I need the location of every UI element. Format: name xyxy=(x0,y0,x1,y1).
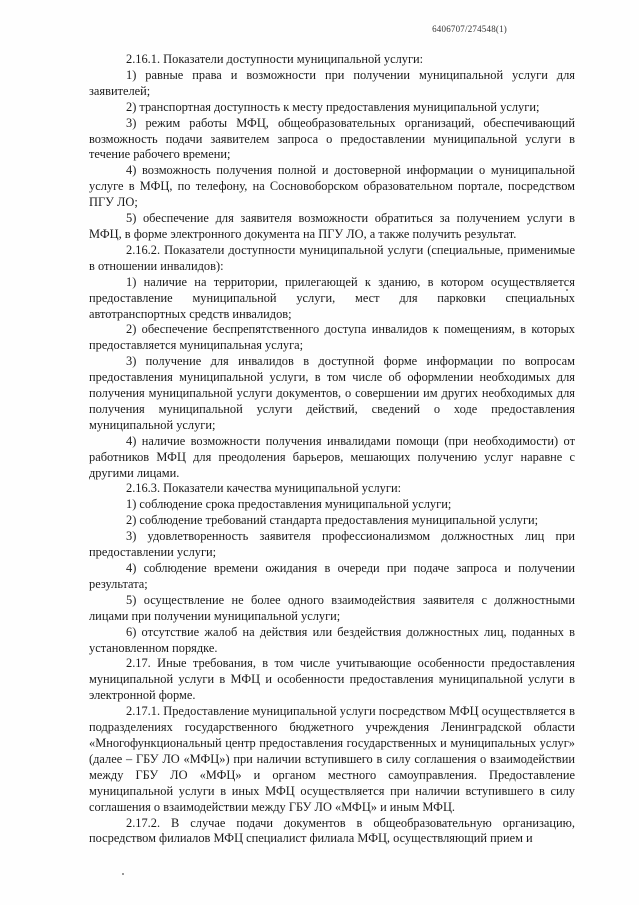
paragraph: 3) получение для инвалидов в доступной форме информации по вопросам предоставления муниципальной услуги, в том числе об оформлении необходимых для получения муниципальной услуги документов, о совершении им других необходимых для получения муниципальной услуги действий, сведений о ходе предоставления муниципальной услуги; xyxy=(89,354,575,432)
paragraph: 5) осуществление не более одного взаимодействия заявителя с должностными лицами при получении муниципальной услуги; xyxy=(89,592,575,623)
paragraph: 2) транспортная доступность к месту предоставления муниципальной услуги; xyxy=(126,99,540,114)
paragraph: 2.17.1. Предоставление муниципальной услуги посредством МФЦ осуществляется в подразделениях государственного бюджетного учреждения Ленинградской области «Многофункциональный центр предоставления государственных и муниципальных услуг» (далее – ГБУ ЛО «МФЦ») при наличии вступившего в силу соглашения о взаимодействии между ГБУ ЛО «МФЦ» и органом местного самоуправления. Предоставление муниципальной услуги в иных МФЦ осуществляется при наличии вступившего в силу соглашения о взаимодействии между ГБУ ЛО «МФЦ» и иным МФЦ. xyxy=(89,704,575,814)
paragraph: 4) наличие возможности получения инвалидами помощи (при необходимости) от работников МФЦ для преодоления барьеров, мешающих получению услуг наравне с другими лицами. xyxy=(89,433,575,480)
paragraph: 2.16.2. Показатели доступности муниципальной услуги (специальные, применимые в отношении инвалидов): xyxy=(89,242,575,273)
paragraph: 3) удовлетворенность заявителя профессионализмом должностных лиц при предоставлении услуги; xyxy=(89,529,575,560)
paragraph: 5) обеспечение для заявителя возможности обратиться за получением услуги в МФЦ, в форме электронного документа на ПГУ ЛО, а также получить результат. xyxy=(89,211,575,241)
document-body xyxy=(89,52,575,847)
paragraph: 2) соблюдение требований стандарта предоставления муниципальной услуги; xyxy=(126,513,539,528)
paragraph: 2.16.1. Показатели доступности муниципальной услуги: xyxy=(126,52,424,66)
paragraph: 2) обеспечение беспрепятственного доступа инвалидов к помещениям, в которых предоставляется муниципальная услуга; xyxy=(89,322,575,353)
paragraph: 1) наличие на территории, прилегающей к зданию, в котором осуществляется предоставление муниципальной услуги, мест для парковки специальных автотранспортных средств инвалидов; xyxy=(89,274,575,321)
paragraph: 1) равные права и возможности при получении муниципальной услуги для заявителей; xyxy=(89,67,575,98)
paragraph: 4) соблюдение времени ожидания в очереди при подаче запроса и получении результата; xyxy=(89,561,575,591)
scan-speck xyxy=(122,873,124,875)
scan-speck xyxy=(566,289,568,291)
paragraph: 2.17.2. В случае подачи документов в общеобразовательную организацию, посредством филиалов МФЦ специалист филиала МФЦ, осуществляющий прием и xyxy=(89,815,575,846)
document-id: 6406707/274548(1) xyxy=(432,24,507,34)
paragraph: 6) отсутствие жалоб на действия или бездействия должностных лиц, поданных в установленном порядке. xyxy=(89,624,575,655)
paragraph: 1) соблюдение срока предоставления муниципальной услуги; xyxy=(126,497,452,512)
paragraph: 2.16.3. Показатели качества муниципальной услуги: xyxy=(126,481,402,496)
paragraph: 4) возможность получения полной и достоверной информации о муниципальной услуге в МФЦ, по телефону, на Сосновоборском образовательном портале, посредством ПГУ ЛО; xyxy=(89,163,575,210)
paragraph: 2.17. Иные требования, в том числе учитывающие особенности предоставления муниципальной услуги в МФЦ и особенности предоставления муниципальной услуги в электронной форме. xyxy=(89,656,575,703)
paragraph: 3) режим работы МФЦ, общеобразовательных организаций, обеспечивающий возможность подачи заявителем запроса о предоставлении муниципальной услуги в течение рабочего времени; xyxy=(89,115,575,162)
